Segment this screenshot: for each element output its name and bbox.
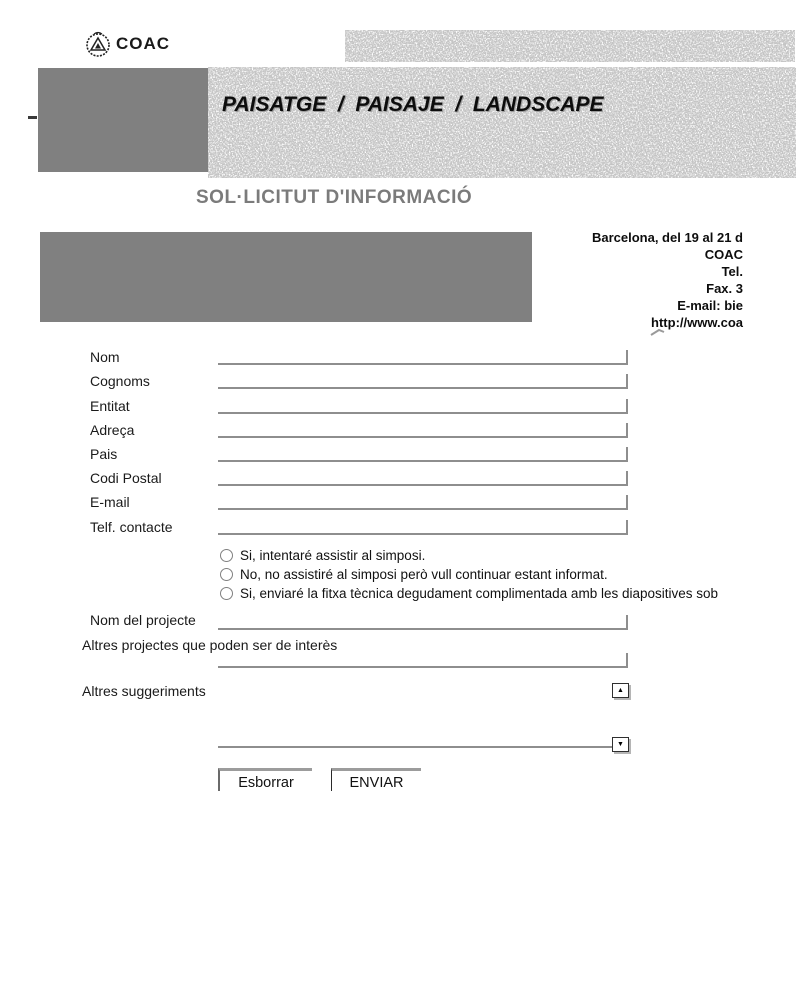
field-label-entitat: Entitat — [90, 398, 130, 414]
input-codi-postal[interactable] — [218, 471, 628, 486]
scan-noise-band — [345, 30, 795, 62]
input-cognoms[interactable] — [218, 374, 628, 389]
reset-button[interactable]: Esborrar — [218, 768, 312, 791]
radio-no-assistire[interactable] — [220, 568, 233, 581]
logo-text: COAC — [116, 34, 171, 53]
field-label-nom: Nom — [90, 349, 120, 365]
field-label-nom-projecte: Nom del projecte — [90, 612, 196, 628]
radio-enviare-fitxa[interactable] — [220, 587, 233, 600]
field-label-adreca: Adreça — [90, 422, 135, 438]
input-telf-contacte[interactable] — [218, 520, 628, 535]
radio-assistire[interactable] — [220, 549, 233, 562]
input-pais[interactable] — [218, 447, 628, 462]
scan-artifact-mark-icon — [650, 327, 666, 337]
gray-image-block-middle — [40, 232, 532, 322]
field-label-email: E-mail — [90, 494, 130, 510]
radio-label-assistire: Si, intentaré assistir al simposi. — [240, 548, 426, 563]
input-altres-projectes[interactable] — [218, 653, 628, 668]
textarea-altres-suggeriments[interactable] — [218, 682, 612, 748]
input-adreca[interactable] — [218, 423, 628, 438]
scan-artifact-dash — [28, 116, 37, 119]
contact-line-url: http://www.coa — [651, 315, 743, 330]
banner-noise-texture — [208, 67, 796, 178]
contact-line-email: E-mail: bie — [677, 298, 743, 313]
radio-label-no-assistire: No, no assistiré al simposi però vull continuar estant informat. — [240, 567, 608, 582]
input-nom[interactable] — [218, 350, 628, 365]
gray-image-block-top — [38, 68, 208, 172]
input-entitat[interactable] — [218, 399, 628, 414]
contact-line-city: Barcelona, del 19 al 21 d — [591, 230, 743, 245]
input-email[interactable] — [218, 495, 628, 510]
input-nom-projecte[interactable] — [218, 615, 628, 630]
scroll-up-icon[interactable]: ▲ — [612, 683, 629, 698]
scroll-down-icon[interactable]: ▼ — [612, 737, 629, 752]
coac-emblem-icon — [84, 30, 112, 58]
coac-logo — [84, 30, 170, 58]
field-label-codi-postal: Codi Postal — [90, 470, 162, 486]
field-label-altres-suggeriments: Altres suggeriments — [82, 683, 206, 699]
contact-line-fax: Fax. 3 — [706, 281, 743, 296]
page-title: SOL·LICITUT D'INFORMACIÓ — [196, 187, 473, 208]
contact-line-org: COAC — [704, 247, 743, 262]
contact-line-tel: Tel. — [721, 264, 743, 279]
field-label-altres-projectes: Altres projectes que poden ser de interès — [82, 637, 338, 653]
contact-block — [592, 229, 743, 331]
field-label-pais: Pais — [90, 446, 118, 462]
field-label-cognoms: Cognoms — [90, 373, 150, 389]
submit-button[interactable]: ENVIAR — [331, 768, 421, 791]
banner-title: PAISATGE / PAISAJE / LANDSCAPE — [222, 93, 604, 116]
field-label-telf-contacte: Telf. contacte — [90, 519, 173, 535]
radio-label-enviare-fitxa: Si, enviaré la fitxa tècnica degudament complimentada amb les diapositives sob — [240, 586, 719, 601]
